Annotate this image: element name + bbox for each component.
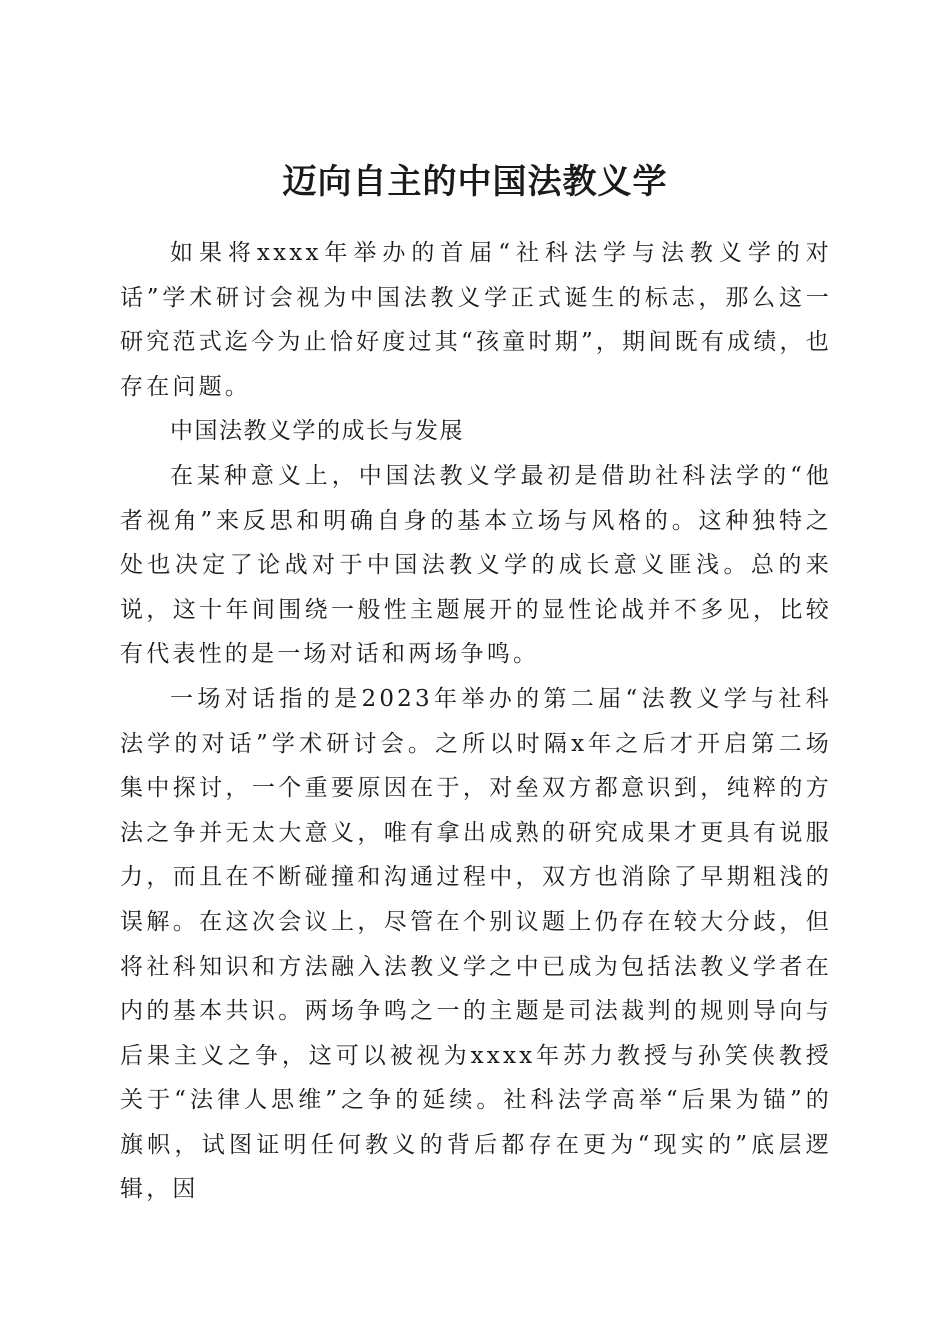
paragraph-dialogue: 一场对话指的是2023年举办的第二届“法教义学与社科法学的对话”学术研讨会。之所以时隔x年之后才开启第二场集中探讨，一个重要原因在于，对垒双方都意识到，纯粹的方法之争并无太大意义，唯有拿出成熟的研究成果才更具有说服力，而且在不断碰撞和沟通过程中，双方也消除了早期粗浅的误解。在这次会议上，尽管在个别议题上仍存在较大分歧，但将社科知识和方法融入法教义学之中已成为包括法教义学者在内的基本共识。两场争鸣之一的主题是司法裁判的规则导向与后果主义之争，这可以被视为xxxx年苏力教授与孙笑侠教授关于“法律人思维”之争的延续。社科法学高举“后果为锚”的旗帜，试图证明任何教义的背后都存在更为“现实的”底层逻辑，因: [120, 685, 832, 1203]
paragraph-intro: 如果将xxxx年举办的首届“社科法学与法教义学的对话”学术研讨会视为中国法教义学正式诞生的标志，那么这一研究范式迄今为止恰好度过其“孩童时期”，期间既有成绩，也存在问题。: [120, 240, 832, 400]
paragraph-debate-overview: 在某种意义上，中国法教义学最初是借助社科法学的“他者视角”来反思和明确自身的基本立场与风格的。这种独特之处也决定了论战对于中国法教义学的成长意义匪浅。总的来说，这十年间围绕一般性主题展开的显性论战并不多见，比较有代表性的是一场对话和两场争鸣。: [120, 462, 832, 668]
document-title: 迈向自主的中国法教义学: [282, 161, 668, 202]
section-heading: 中国法教义学的成长与发展: [170, 418, 464, 445]
document-body: [120, 231, 832, 1212]
